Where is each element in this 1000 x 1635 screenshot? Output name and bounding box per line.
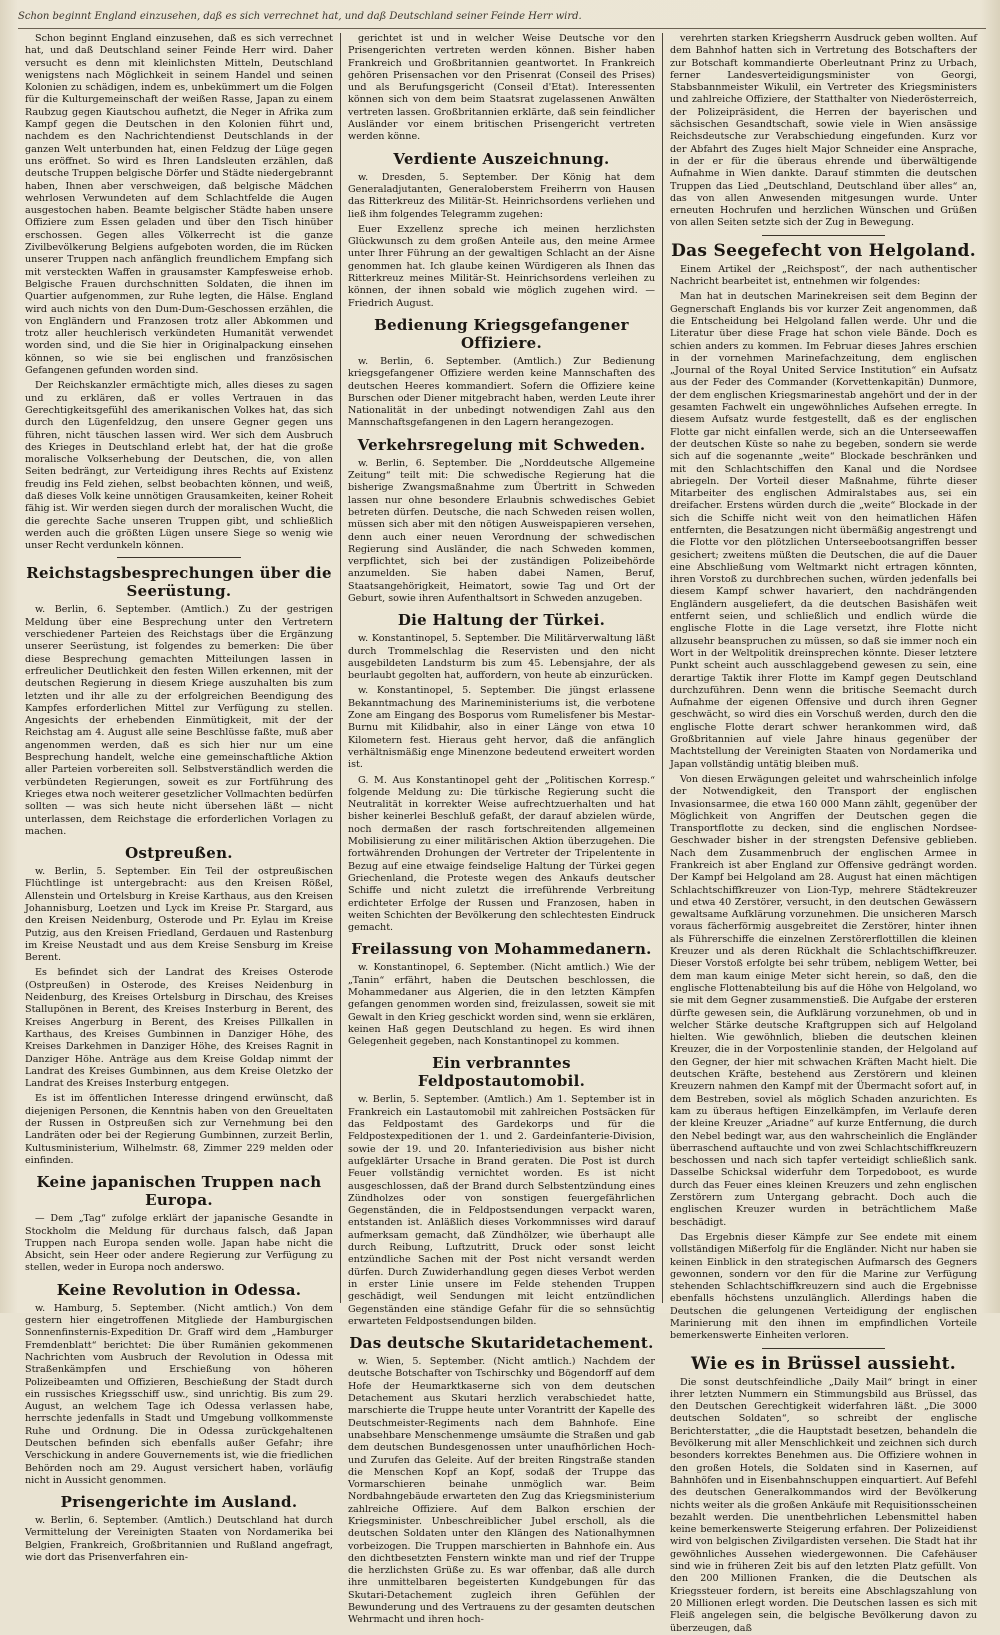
article-paragraph: w. Berlin, 6. September. (Amtlich.) Zu der gestrigen Meldung über eine Besprechung unter den Vertretern verschiedener Parteien des Reichstags über die Ergänzung unserer Seerüstung, ist folgendes zu bemerken: Die über diese Besprechung gemachten Mitteilungen lassen in erfreulicher Deutlichkeit den festen Willen erkennen, mit der deutschen Regierung in diesem Kriege auszuhalten bis zum letzten und ihr alle zu der erfolgreichen Beendigung des Kampfes erforderlichen Mittel zur Verfügung zu stellen. Angesichts der erhebenden Einmütigkeit, mit der der Reichstag am 4. August alle seine Beschlüsse faßte, muß aber angenommen werden, daß es sich hier nur um eine Besprechung handelt, welche eine gemeinschaftliche Aktion aller Parteien vorbereiten soll. Selbstverständlich werden die verbündeten Regierungen, soweit es zur Fortführung des Krieges etwa noch weiterer gesetzlicher Vollmachten bedürfen sollten — was sich heute nicht übersehen läßt — nicht unterlassen, dem Reichstage die erforderlichen Vorlagen zu machen. bbox=[25, 604, 333, 837]
article-paragraph: Von diesen Erwägungen geleitet und wahrscheinlich infolge der Notwendigkeit, den Transport der englischen Invasionsarmee, die etwa 160 000 Mann zählt, gegenüber der Möglichkeit von Angriffen der Deutschen gegen die Transportflotte zu decken, sind die englischen Nordsee-Geschwader bisher in der strengsten Defensive geblieben. Nach dem Zusammenbruch der englischen Armee in Frankreich ist aber England zur Offensive gedrängt worden. Der Kampf bei Helgoland am 28. August hat einen mächtigen Schlachtschiffkreuzer von Lion-Typ, mehrere Städtekreuzer und etwa 40 Zerstörer, versucht, in den deutschen Gewässern gewaltsame Aufklärung vorzunehmen. Die unsicheren Marsch voraus fächerförmig ausgebreitet die Zerstörer, hinter ihnen als Führerschiffe die einzelnen Zerstörerflottillen die kleinen Kreuzer und als deren Rückhalt die Schlachtschiffkreuzer. Dieser Vorstoß erfolgte bei sehr trübem, nebligem Wetter, bei dem man kaum einige Meter sicht herein, so daß, den die englische Flottenabteilung bis auf die Höhe von Helgoland, wo sie mit dem Gegner zusammenstieß. Die Aufgabe der ersteren dürfte gewesen sein, die Aufklärung vorzunehmen, ob und in welcher Stärke deutsche Kraftgruppen sich auf Helgoland hielten. Wie gewöhnlich, blieben die deutschen kleinen Kreuzer, die in der Vorpostenlinie standen, der Helgoland auf den Gegner, der hier mit schwachen Kräften Macht hielt. Die deutschen Kräfte, bestehend aus Zerstörern und kleinen Kreuzern nahmen den Kampf mit der Übermacht sofort auf, in dem Bestreben, soviel als möglich Schaden anzurichten. Es kam zu überaus heftigen Einzelkämpfen, im Verlaufe deren der kleine Kreuzer „Ariadne“ auf kurze Entfernung, die durch den Nebel bedingt war, aus den wahrscheinlich die Engländer überraschend auftauchte und von zwei Schlachtschiffkreuzern beschossen und nach sich tapfer verteidigt schließlich sank. Dasselbe Schicksal widerfuhr dem Torpedoboot, es wurde durch das Feuer eines kleinen Kreuzers und zehn englischen Zerstörern zum Untergang gebracht. Doch auch die englischen Kreuzer wurden in beträchtlichem Maße beschädigt. bbox=[670, 773, 977, 1228]
article-paragraph: Der Reichskanzler ermächtigte mich, alles dieses zu sagen und zu erklären, daß er volles Vertrauen in das Gerechtigkeitsgefühl des amerikanischen Volkes hat, das sich durch den Lügenfeldzug, den unsere Gegner gegen uns führen, nicht täuschen lassen wird. Wer sich dem Ausbruch des Krieges in Deutschland erlebt hat, der hat die große moralische Volkserhebung der Deutschen, die, von allen Seiten bedrängt, zur Verteidigung ihres Rechts auf Existenz freudig ins Feld ziehen, selbst beobachten können, und weiß, daß dieses Volk keine unnötigen Grausamkeiten, keiner Roheit fähig ist. Wir werden siegen durch der moralischen Wucht, die die gerechte Sache unseren Truppen gibt, und schließlich werden auch die größten Lügen unsere Siege so wenig wie unser Recht verdunkeln können. bbox=[25, 380, 333, 552]
article-paragraph: w. Hamburg, 5. September. (Nicht amtlich.) Von dem gestern hier eingetroffenen Mitgliede der Hamburgischen Sonnenfinsternis-Expedition Dr. Graff wird dem „Hamburger Fremdenblatt“ berichtet: Die über Rumänien gekommenen Nachrichten vom Ausbruch der Revolution in Odessa mit Straßenkämpfen und Erschießung von höheren Polizeibeamten und Offizieren, Beschießung der Stadt durch ein russisches Kriegsschiff usw., sind unrichtig. Bis zum 29. August, an welchem Tage ich Odessa verlassen habe, herrschte jedenfalls in Stadt und Umgebung vollkommenste Ruhe und Ordnung. Die in Odessa zurückgehaltenen Deutschen befinden sich ebenfalls außer Gefahr; ihre Verschickung in andere Gouvernements ist, wie die friedlichen Behörden noch am 29. August versichert haben, vorläufig nicht in Aussicht genommen. bbox=[25, 1302, 333, 1486]
headline-feldpost: Ein verbranntes Feldpostautomobil. bbox=[417, 1054, 586, 1091]
headline-skutari: Das deutsche Skutaridetachement. bbox=[349, 1334, 654, 1353]
article-paragraph: Die sonst deutschfeindliche „Daily Mail“ bringt in einer ihrer letzten Nummern ein Stimmungsbild aus Brüssel, das den Deutschen Gerechtigkeit widerfahren läßt. „Die 3000 deutschen Soldaten“, so schreibt der englische Berichterstatter, „die die Hauptstadt besetzen, behandeln die Bevölkerung mit aller Menschlichkeit und zeichnen sich durch besonders korrektes Benehmen aus. Die Offiziere wohnen in den großen Hotels, die Soldaten sind in Kasernen, auf Bahnhöfen und in Eisenbahnschuppen einquartiert. Auf Befehl des deutschen Generalkommandos wird der Bevölkerung nichts weiter als die großen Ankäufe mit Requisitionsscheinen bezahlt werden. Die unentbehrlichen Lebensmittel haben keine bemerkenswerte Steigerung erfahren. Der Polizeidienst wird von belgischen Zivilgardisten versehen. Die Stadt hat ihr gewöhnliches Aussehen wiedergewonnen. Die Cafehäuser sind wie in früheren Zeit bis auf den letzten Platz gefüllt. Von den 200 Millionen Franken, die die Deutschen als Kriegssteuer fordern, ist bereits eine Abschlagszahlung von 20 Millionen erlegt worden. Die Deutschen lassen es sich mit Fleiß angelegen sein, die belgische Bevölkerung davon zu überzeugen, daß bbox=[670, 1376, 977, 1634]
headline-tuerkei: Die Haltung der Türkei. bbox=[397, 611, 606, 630]
column-2 bbox=[340, 33, 662, 1626]
headline-odessa: Keine Revolution in Odessa. bbox=[56, 1280, 302, 1299]
article-paragraph: w. Konstantinopel, 5. September. Die jüngst erlassene Bekanntmachung des Marineministeriums ist, die verbotene Zone am Eingang des Bosporus vom Rumelisfener bis Mestar-Burnu mit Kilidbahir, also in einer Länge von etwa 10 Kilometern fest. Hieraus geht hervor, daß die anfänglich verhältnismäßig enge Minenzone bedeutend erweitert worden ist. bbox=[348, 685, 655, 771]
article-paragraph: Das Ergebnis dieser Kämpfe zur See endete mit einem vollständigen Mißerfolg für die Engländer. Nicht nur haben sie keinen Einblick in den strategischen Aufmarsch des Gegners gewonnen, sondern vor den für die Marine zur Verfügung stehenden Schlachtschiffkreuzern sind auch die Ergebnisse ebenfalls höchstens unzulänglich. Allerdings haben die Deutschen die gelungenen Verteidigung der englischen Marinierung mit den ihnen im empfindlichen Vorteile bemerkenswerte Einheiten verloren. bbox=[670, 1231, 977, 1342]
divider-rule bbox=[762, 235, 885, 236]
headline-mohammedaner: Freilassung von Mohammedanern. bbox=[351, 940, 652, 959]
headline-schweden: Verkehrsregelung mit Schweden. bbox=[357, 435, 646, 454]
article-paragraph: gerichtet ist und in welcher Weise Deutsche vor den Prisengerichten vertreten werden können. Bisher haben Frankreich und Großbritannien geantwortet. In Frankreich gehören Prisensachen vor den Prisenrat (Conseil des Prises) und als Berufungsgericht (Conseil d'Etat). Interessenten können sich von dem beim Staatsrat zugelassenen Anwälten vertreten lassen. Großbritannien erklärte, daß sein feindlicher Ausländer vor einem britischen Prisengericht vertreten werden könne. bbox=[348, 33, 655, 143]
article-paragraph: — Dem „Tag“ zufolge erklärt der japanische Gesandte in Stockholm die Meldung für durchaus falsch, daß Japan Truppen nach Europa senden wolle. Japan habe nicht die Absicht, sein Heer oder andere Regierung zur Verfügung zu stellen, weder in Europa noch anderswo. bbox=[25, 1213, 333, 1274]
headline-auszeichnung: Verdiente Auszeichnung. bbox=[393, 149, 610, 168]
article-paragraph: w. Dresden, 5. September. Der König hat dem Generaladjutanten, Generaloberstem Freiherrn von Hausen das Ritterkreuz des Militär-St. Heinrichsordens verliehen und ließ ihm folgendes Telegramm zugehen: bbox=[348, 171, 655, 220]
page-top-line: Schon beginnt England einzusehen, daß es sich verrechnet hat, und daß Deutschland seiner Feinde Herr wird. bbox=[18, 6, 986, 29]
article-paragraph: Man hat in deutschen Marinekreisen seit dem Beginn der Gegnerschaft Englands bis vor kurzer Zeit angenommen, daß die Entscheidung bei Helgoland fallen werde. Uhr und die Literatur über diese Frage hat schon viele Bände. Doch es schien anders zu kommen. Im Februar dieses Jahres erschien in der vornehmen Marinefachzeitung, dem englischen „Journal of the Royal United Service Institution“ ein Aufsatz aus der Feder des Commander (Korvettenkapitän) Dunmore, der dem englischen Kriegsmarinestab angehört und der in der gesamten Fachwelt ein ungewöhnliches Aufsehen erregte. In diesem Aufsatz wurde festgestellt, daß es der englischen Flotte gar nicht einfallen werde, sich an die Unterseewaffen der deutschen Küste so nahe zu begeben, sondern sie werde sich auf die sogenannte „weite“ Blockade beschränken und mit den Schlachtschiffen den Kanal und die Nordsee abriegeln. Der Vorteil dieser Maßnahme, führte dieser Mitarbeiter des englischen Admiralstabes aus, sei ein dreifacher. Erstens würden durch die „weite“ Blockade in der sich die Schiffe nicht weit von den heimatlichen Häfen entfernten, die Besatzungen nicht übermäßig angestrengt und die Flotte vor den plötzlichen Unterseebootsangriffen besser gesichert; zweitens müßten die Deutschen, die auf die Dauer eine Abschließung vom Weltmarkt nicht ertragen könnten, ihren Vorstoß zu durchbrechen suchen, würden jedenfalls bei diesem Kampf schwer havariert, den nachdrängenden Engländern ausgeliefert, da die deutschen Basishäfen weit entfernt seien, und schließlich und endlich würde die englische Flotte in die Lage versetzt, ihre Flotte nicht allzusehr beanspruchen zu müssen, so daß sie immer noch ein Wort in der Weltpolitik dreinsprechen könnte. Dieser letztere Punkt scheint auch ausschlaggebend gewesen zu sein, eine derartige Taktik ihrer Flotte im Kampf gegen Deutschland durchzuführen. Denn wenn die britische Seemacht durch Aufnahme der eigenen Offensive und durch ihren Gegner geschwächt, so wird dies ein Vorschuß werden, durch den die englische Flotte derart schwer herankommen wird, daß Großbritannien auf viele Jahre hinaus gegenüber der Machtstellung der Vereinigten Staaten von Nordamerika und Japan vollständig untätig bleiben muß. bbox=[670, 291, 977, 770]
headline-japan: Keine japanischen Truppen nach Europa. bbox=[36, 1173, 322, 1210]
divider-rule bbox=[117, 557, 240, 558]
article-paragraph: w. Konstantinopel, 6. September. (Nicht amtlich.) Wie der „Tanin“ erfährt, haben die Deutschen beschlossen, die Mohammedaner aus Algerien, die in den letzten Kämpfen gefangen genommen worden sind, freizulassen, soweit sie mit Gewalt in den Krieg geschickt worden sind, wenn sie erklären, keinen Haß gegen Deutschland zu hegen. Es wird ihnen Gelegenheit gegeben, nach Konstantinopel zu kommen. bbox=[348, 962, 655, 1048]
headline-seeruestung: Reichstagsbesprechungen über die Seerüstung. bbox=[26, 564, 332, 601]
article-paragraph: Es ist im öffentlichen Interesse dringend erwünscht, daß diejenigen Personen, die Kenntnis haben von den Greueltaten der Russen in Ostpreußen sich zur Vernehmung bei den Landräten oder bei der Regierung Gumbinnen, zurzeit Berlin, Kultusministerium, Wilhelmstr. 68, Zimmer 229 melden oder einfinden. bbox=[25, 1093, 333, 1166]
column-3 bbox=[662, 33, 984, 1634]
article-paragraph: w. Berlin, 6. September. (Amtlich.) Deutschland hat durch Vermittelung der Vereinigten Staaten von Nordamerika bei Belgien, Frankreich, Großbritannien und Rußland angefragt, wie dort das Prisenverfahren ein- bbox=[25, 1515, 333, 1564]
article-paragraph: G. M. Aus Konstantinopel geht der „Politischen Korresp.“ folgende Meldung zu: Die türkische Regierung sucht die Neutralität in korrekter Weise aufrechtzuerhalten und hat bisher keinerlei Beschluß gefaßt, der darauf abzielen würde, noch dermaßen der rasch fortschreitenden allgemeinen Mobilisierung zu einer militärischen Aktion überzugehen. Die fortwährenden Drohungen der Vertreter der Tripelentente in Bezug auf eine etwaige feindselige Haltung der Türkei gegen Griechenland, die Proteste wegen des Ankaufs deutscher Schiffe und nicht zuletzt die irreführende Verbreitung erdichteter Erfolge der Russen und Franzosen, haben in weiten Schichten der Bevölkerung den schlechtesten Eindruck gemacht. bbox=[348, 774, 655, 934]
headline-ostpreussen: Ostpreußen. bbox=[125, 844, 233, 863]
article-paragraph: verehrten starken Kriegsherrn Ausdruck geben wollten. Auf dem Bahnhof hatten sich in Vertretung des Botschafters der zur Botschaft kommandierte Oberleutnant Prinz zu Urbach, ferner Landesverteidigungsminister von Georgi, Stabsbannmeister Wikulil, ein Vertreter des Kriegsministers und zahlreiche Offiziere, der Statthalter von Niederösterreich, der Polizeipräsident, die Herren der bayerischen und sächsischen Gesandtschaft, sowie viele in Wien ansässige Reichsdeutsche zur Verabschiedung eingefunden. Kurz vor der Abfahrt des Zuges hielt Major Schneider eine Ansprache, in der er für die überaus ehrende und überwältigende Aufnahme in Wien dankte. Darauf stimmten die deutschen Truppen das Lied „Deutschland, Deutschland über alles“ an, das von allen Anwesenden mitgesungen wurde. Unter erneuten Hochrufen und herzlichen Wünschen und Grüßen von allen Seiten setzte sich der Zug in Bewegung. bbox=[670, 33, 977, 229]
headline-offiziere: Bedienung Kriegsgefangener Offiziere. bbox=[374, 315, 629, 352]
article-paragraph: w. Konstantinopel, 5. September. Die Militärverwaltung läßt durch Trommelschlag die Reservisten und den nicht ausgebildeten Landsturm bis zum 45. Lebensjahre, der als beurlaubt gegolten hat, auffordern, von heute ab einzurücken. bbox=[348, 633, 655, 682]
headline-bruessel: Wie es in Brüssel aussieht. bbox=[690, 1353, 957, 1374]
article-paragraph: w. Berlin, 6. September. (Amtlich.) Zur Bedienung kriegsgefangener Offiziere werden keine Mannschaften des deutschen Heeres kommandiert. Sofern die Offiziere keine Burschen oder Diener mitgebracht haben, werden Leute ihrer Nationalität in der unbedingt notwendigen Zahl aus den Mannschaftsgefangenen in den Lagern herangezogen. bbox=[348, 355, 655, 429]
headline-prisengerichte: Prisengerichte im Ausland. bbox=[60, 1493, 298, 1512]
headline-helgoland: Das Seegefecht von Helgoland. bbox=[671, 240, 976, 261]
article-paragraph: w. Berlin, 5. September. Ein Teil der ostpreußischen Flüchtlinge ist untergebracht: aus den Kreisen Rößel, Allenstein und Ortelsburg in Kreise Karthaus, aus den Kreisen Johannisburg, Loetzen und Lyck im Kreise Pr. Stargard, aus den Kreisen Neidenburg, Osterode und Pr. Eylau im Kreise Putzig, aus den Kreisen Friedland, Gerdauen und Rastenburg im Kreise Neustadt und aus dem Kreise Sensburg im Kreise Berent. bbox=[25, 866, 333, 964]
article-paragraph: Euer Exzellenz spreche ich meinen herzlichsten Glückwunsch zu dem großen Anteile aus, den meine Armee unter Ihrer Führung an der gewaltigen Schlacht an der Aisne genommen hat. Ich glaube keinen Würdigeren als Ihnen das Ritterkreuz meines Militär-St. Heinrichsordens verleihen zu können, der ihnen sobald wie möglich zugehen wird. — Friedrich August. bbox=[348, 223, 655, 309]
divider-rule bbox=[762, 1348, 885, 1349]
article-paragraph: w. Wien, 5. September. (Nicht amtlich.) Nachdem der deutsche Botschafter von Tschirschky und Bögendorff auf dem Hofe der Heumarktkaserne sich von dem deutschen Detachement aus Skutari herzlich verabschiedet hatte, marschierte die Truppe heute unter Vorantritt der Kapelle des Deutschmeister-Regiments nach dem Bahnhofe. Eine unabsehbare Menschenmenge umsäumte die Straßen und gab dem deutschen Bundesgenossen unter unaufhörlichen Hoch- und Zurufen das Geleite. Auf der breiten Ringstraße standen die Menschen Kopf an Kopf, sodaß der Truppe das Vormarschieren beinahe unmöglich war. Beim Nordbahngebäude erwarteten den Zug das Kriegsministerium zahlreiche Offiziere. Auf dem Balkon erschien der Kriegsminister. Unbeschreiblicher Jubel erscholl, als die deutschen Soldaten unter den Klängen des Nationalhymnen vorbeizogen. Die Truppen marschierten in Bahnhofe ein. Aus den dichtbesetzten Fenstern winkte man und rief der Truppe die herzlichsten Grüße zu. Es war offenbar, daß alle durch ihre unmittelbaren begeisterten Kundgebungen für das Skutari-Detachement zugleich ihren Gefühlen der Bewunderung und des Vertrauens zu der gesamten deutschen Wehrmacht und ihren hoch- bbox=[348, 1356, 655, 1626]
article-paragraph: w. Berlin, 6. September. Die „Norddeutsche Allgemeine Zeitung“ teilt mit: Die schwedische Regierung hat die bisherige Zwangsmaßnahme zum Übertritt in Schweden lassen nur ohne besondere Erlaubnis schwedisches Gebiet betreten dürfen. Deutsche, die nach Schweden reisen wollen, müssen sich aber mit den nötigen Ausweispapieren versehen, denn auch einer neuen Verordnung der schwedischen Regierung sind Ausländer, die nach Schweden kommen, verpflichtet, sich bei der zuständigen Polizeibehörde anzumelden. Sie haben dabei Namen, Beruf, Staatsangehörigkeit, Heimatort, sowie Tag und Ort der Geburt, sowie ihren Aufenthaltsort in Schweden anzugeben. bbox=[348, 457, 655, 604]
column-1 bbox=[18, 33, 340, 1564]
article-paragraph: w. Berlin, 5. September. (Amtlich.) Am 1. September ist in Frankreich ein Lastautomobil mit zahlreichen Postsäcken für das Feldpostamt des Gardekorps und für die Feldpostexpeditionen der 1. und 2. Gardeinfanterie-Division, sowie der 19. und 20. Infanteriedivision aus bisher nicht aufgeklärter Ursache in Brand geraten. Die Post ist durch Feuer vollständig vernichtet worden. Es ist nicht ausgeschlossen, daß der Brand durch Selbstentzündung eines Zündholzes oder von sonstigen feuergefährlichen Gegenständen, die in Feldpostsendungen verpackt waren, entstanden ist. Anläßlich dieses Vorkommnisses wird darauf aufmerksam gemacht, daß Zündhölzer, wie überhaupt alle durch Reibung, Luftzutritt, Druck oder sonst leicht entzündliche Sachen mit der Post nicht versandt werden dürfen. Durch Zuwiderhandlung gegen dieses Verbot werden in erster Linie unsere im Felde stehenden Truppen geschädigt, weil Sendungen mit leicht entzündlichen Gegenständen eine ständige Gefahr für die so sehnsüchtig erwarteten Feldpostsendungen bilden. bbox=[348, 1094, 655, 1327]
article-paragraph: Einem Artikel der „Reichspost“, der nach authentischer Nachricht bearbeitet ist, entnehmen wir folgendes: bbox=[670, 263, 977, 288]
article-paragraph: Es befindet sich der Landrat des Kreises Osterode (Ostpreußen) in Osterode, des Kreises Neidenburg in Neidenburg, des Kreises Ortelsburg in Dirschau, des Kreises Stallupönen in Berent, des Kreises Insterburg in Berent, des Kreises Angerburg in Berent, des Kreises Pillkallen in Karthaus, des Kreises Gumbinnen in Danziger Höhe, des Kreises Darkehmen in Danziger Höhe, des Kreises Ragnit in Danziger Höhe. Anträge aus dem Kreise Goldap nimmt der Landrat des Kreises Gumbinnen, aus dem Kreise Oletzko der Landrat des Kreises Insterburg entgegen. bbox=[25, 967, 333, 1090]
column-container bbox=[18, 33, 986, 1634]
article-paragraph: Schon beginnt England einzusehen, daß es sich verrechnet hat, und daß Deutschland seiner Feinde Herr wird. Daher versucht es denn mit kleinlichsten Mitteln, Deutschland wenigstens nach Möglichkeit in seinem Handel und seinen Kolonien zu schädigen, indem es, unbekümmert um die Folgen für die Kulturgemeinschaft der weißen Rasse, Japan zu einem Raubzug gegen Kiautschou aufhetzt, die Neger in Afrika zum Kampf gegen die Deutschen in den Kolonien führt und, nachdem es den Nachrichtendienst Deutschlands in der ganzen Welt unterbunden hat, einen Feldzug der Lüge gegen uns eröffnet. So wird es Ihren Landsleuten erzählen, daß deutsche Truppen belgische Dörfer und Städte niedergebrannt haben, Ihnen aber verschweigen, daß belgische Mädchen wehrlosen Verwundeten auf dem Schlachtfelde die Augen ausgestochen haben. Beamte belgischer Städte haben unsere Offiziere zum Essen geladen und über den Tisch hinüber erschossen. Gegen alles Völkerrecht ist die ganze Zivilbevölkerung Belgiens aufgeboten worden, die im Rücken unserer Truppen nach anfänglich freundlichem Empfang sich mit versteckten Waffen in grausamster Kampfesweise erhob. Belgische Frauen durchschnitten Soldaten, die ihnen im Quartier aufgenommen, zur Ruhe legten, die Hälse. England wird auch nichts von den Dum-Dum-Geschossen erzählen, die von Engländern und Franzosen trotz aller Abkommen und trotz aller heuchlerisch verkündeten Humanität verwendet worden sind, und die Sie hier in Originalpackung einsehen können, so wie sie bei englischen und französischen Gefangenen gefunden worden sind. bbox=[25, 33, 333, 377]
